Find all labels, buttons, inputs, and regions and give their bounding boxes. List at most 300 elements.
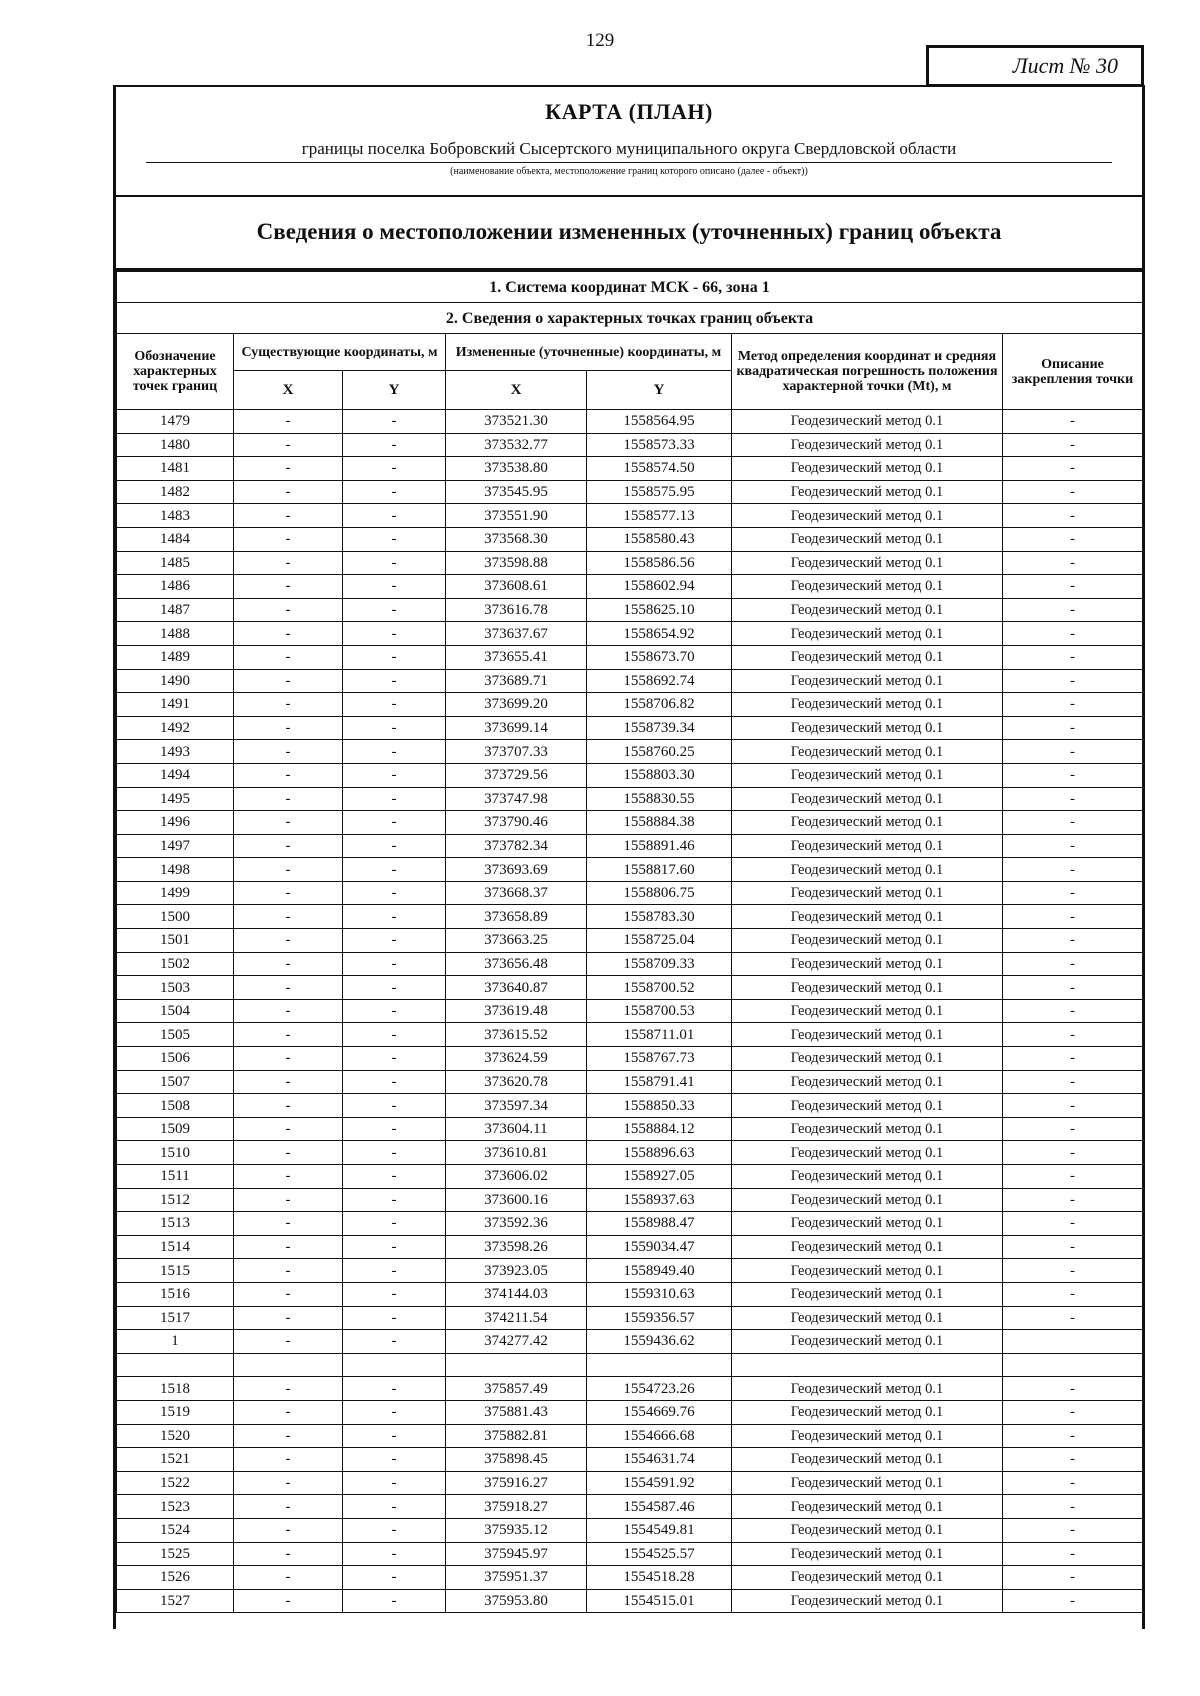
table-row xyxy=(117,881,1143,905)
cell-existing-y: - xyxy=(343,929,446,953)
cell-x: 375881.43 xyxy=(446,1400,587,1424)
cell-point: 1506 xyxy=(117,1047,234,1071)
cell-existing-x xyxy=(234,1353,343,1377)
object-name-note: (наименование объекта, местоположение границ которого описано (далее - объект)) xyxy=(450,166,808,177)
cell-y: 1558850.33 xyxy=(587,1094,732,1118)
cell-method: Геодезический метод 0.1 xyxy=(732,1165,1003,1189)
table-row xyxy=(117,1400,1143,1424)
cell-existing-x: - xyxy=(234,1094,343,1118)
cell-point: 1493 xyxy=(117,740,234,764)
cell-method: Геодезический метод 0.1 xyxy=(732,410,1003,434)
cell-point: 1491 xyxy=(117,693,234,717)
cell-existing-y: - xyxy=(343,1259,446,1283)
cell-x: 374144.03 xyxy=(446,1282,587,1306)
cell-method: Геодезический метод 0.1 xyxy=(732,740,1003,764)
table-row xyxy=(117,1495,1143,1519)
cell-y: 1559356.57 xyxy=(587,1306,732,1330)
cell-y: 1558806.75 xyxy=(587,881,732,905)
cell-point: 1518 xyxy=(117,1377,234,1401)
cell-y: 1558739.34 xyxy=(587,716,732,740)
cell-x: 373598.26 xyxy=(446,1235,587,1259)
cell-existing-x: - xyxy=(234,858,343,882)
cell-existing-x: - xyxy=(234,1047,343,1071)
col-point: Обозначение характерных точек границ xyxy=(117,334,234,410)
cell-point: 1526 xyxy=(117,1566,234,1590)
col-changed: Измененные (уточненные) координаты, м xyxy=(446,334,732,371)
sheet-number-box: Лист № 30 xyxy=(926,45,1144,85)
cell-method: Геодезический метод 0.1 xyxy=(732,1377,1003,1401)
cell-point: 1513 xyxy=(117,1212,234,1236)
cell-method: Геодезический метод 0.1 xyxy=(732,622,1003,646)
cell-description: - xyxy=(1003,1188,1143,1212)
cell-y: 1559310.63 xyxy=(587,1282,732,1306)
page-number: 129 xyxy=(585,30,615,51)
cell-y: 1554669.76 xyxy=(587,1400,732,1424)
cell-method: Геодезический метод 0.1 xyxy=(732,1259,1003,1283)
cell-point: 1517 xyxy=(117,1306,234,1330)
cell-existing-y: - xyxy=(343,598,446,622)
cell-method: Геодезический метод 0.1 xyxy=(732,504,1003,528)
cell-point: 1504 xyxy=(117,999,234,1023)
cell-y: 1558706.82 xyxy=(587,693,732,717)
table-row xyxy=(117,1165,1143,1189)
cell-existing-x: - xyxy=(234,410,343,434)
cell-description: - xyxy=(1003,1070,1143,1094)
cell-existing-y: - xyxy=(343,1589,446,1613)
cell-method: Геодезический метод 0.1 xyxy=(732,551,1003,575)
table-row xyxy=(117,645,1143,669)
table-row xyxy=(117,527,1143,551)
cell-point: 1512 xyxy=(117,1188,234,1212)
cell-method: Геодезический метод 0.1 xyxy=(732,1235,1003,1259)
table-row xyxy=(117,457,1143,481)
cell-description: - xyxy=(1003,504,1143,528)
cell-description xyxy=(1003,1330,1143,1354)
cell-x: 373640.87 xyxy=(446,976,587,1000)
col-method: Метод определения координат и средняя квадратическая погрешность положения характерной точки (Mt), м xyxy=(732,334,1003,410)
cell-method: Геодезический метод 0.1 xyxy=(732,1330,1003,1354)
cell-existing-y: - xyxy=(343,575,446,599)
cell-y: 1558625.10 xyxy=(587,598,732,622)
cell-method: Геодезический метод 0.1 xyxy=(732,575,1003,599)
cell-existing-x: - xyxy=(234,952,343,976)
cell-method: Геодезический метод 0.1 xyxy=(732,952,1003,976)
cell-point: 1511 xyxy=(117,1165,234,1189)
cell-point: 1494 xyxy=(117,763,234,787)
cell-y: 1558803.30 xyxy=(587,763,732,787)
cell-x: 375916.27 xyxy=(446,1471,587,1495)
cell-method: Геодезический метод 0.1 xyxy=(732,693,1003,717)
cell-description: - xyxy=(1003,669,1143,693)
table-row xyxy=(117,693,1143,717)
cell-existing-x: - xyxy=(234,1424,343,1448)
table-row xyxy=(117,1330,1143,1354)
cell-y: 1558884.38 xyxy=(587,811,732,835)
cell-x: 373619.48 xyxy=(446,999,587,1023)
cell-x: 374277.42 xyxy=(446,1330,587,1354)
cell-y: 1554591.92 xyxy=(587,1471,732,1495)
cell-x: 373568.30 xyxy=(446,527,587,551)
cell-method: Геодезический метод 0.1 xyxy=(732,527,1003,551)
cell-existing-x: - xyxy=(234,834,343,858)
object-name: границы поселка Бобровский Сысертского муниципального округа Свердловской области xyxy=(301,139,957,158)
cell-existing-x: - xyxy=(234,645,343,669)
cell-method: Геодезический метод 0.1 xyxy=(732,433,1003,457)
cell-method: Геодезический метод 0.1 xyxy=(732,1188,1003,1212)
cell-existing-y: - xyxy=(343,622,446,646)
cell-existing-y: - xyxy=(343,457,446,481)
cell-method: Геодезический метод 0.1 xyxy=(732,811,1003,835)
cell-existing-y: - xyxy=(343,1188,446,1212)
cell-y: 1558937.63 xyxy=(587,1188,732,1212)
cell-method: Геодезический метод 0.1 xyxy=(732,1448,1003,1472)
cell-existing-y: - xyxy=(343,952,446,976)
cell-point: 1505 xyxy=(117,1023,234,1047)
cell-y: 1554666.68 xyxy=(587,1424,732,1448)
cell-existing-x: - xyxy=(234,1589,343,1613)
cell-method: Геодезический метод 0.1 xyxy=(732,1518,1003,1542)
cell-point: 1490 xyxy=(117,669,234,693)
cell-method: Геодезический метод 0.1 xyxy=(732,1023,1003,1047)
cell-existing-x: - xyxy=(234,929,343,953)
table-row xyxy=(117,834,1143,858)
cell-y: 1558673.70 xyxy=(587,645,732,669)
cell-point: 1486 xyxy=(117,575,234,599)
cell-existing-x: - xyxy=(234,763,343,787)
cell-x xyxy=(446,1353,587,1377)
cell-x: 375918.27 xyxy=(446,1495,587,1519)
cell-method: Геодезический метод 0.1 xyxy=(732,716,1003,740)
cell-existing-x: - xyxy=(234,1330,343,1354)
cell-description: - xyxy=(1003,457,1143,481)
cell-x: 373699.20 xyxy=(446,693,587,717)
table-row xyxy=(117,787,1143,811)
cell-existing-x: - xyxy=(234,976,343,1000)
cell-description: - xyxy=(1003,1117,1143,1141)
cell-method: Геодезический метод 0.1 xyxy=(732,1070,1003,1094)
cell-existing-x: - xyxy=(234,999,343,1023)
cell-existing-x: - xyxy=(234,1165,343,1189)
cell-point: 1492 xyxy=(117,716,234,740)
cell-y: 1558574.50 xyxy=(587,457,732,481)
col-changed-x: X xyxy=(446,371,587,410)
cell-point: 1522 xyxy=(117,1471,234,1495)
table-row xyxy=(117,763,1143,787)
cell-x: 375898.45 xyxy=(446,1448,587,1472)
cell-description: - xyxy=(1003,1400,1143,1424)
cell-y: 1558725.04 xyxy=(587,929,732,953)
section-title: Сведения о местоположении измененных (уточненных) границ объекта xyxy=(256,219,1002,244)
cell-point: 1480 xyxy=(117,433,234,457)
cell-method: Геодезический метод 0.1 xyxy=(732,834,1003,858)
cell-description: - xyxy=(1003,480,1143,504)
cell-x: 373699.14 xyxy=(446,716,587,740)
cell-point: 1501 xyxy=(117,929,234,953)
cell-existing-y: - xyxy=(343,881,446,905)
cell-x: 373668.37 xyxy=(446,881,587,905)
table-row xyxy=(117,929,1143,953)
cell-existing-y: - xyxy=(343,905,446,929)
cell-y: 1558602.94 xyxy=(587,575,732,599)
table-row xyxy=(117,480,1143,504)
cell-existing-y: - xyxy=(343,763,446,787)
cell-existing-x: - xyxy=(234,1023,343,1047)
cell-existing-x: - xyxy=(234,1212,343,1236)
table-row xyxy=(117,1566,1143,1590)
cell-existing-y: - xyxy=(343,504,446,528)
cell-existing-x: - xyxy=(234,598,343,622)
cell-description: - xyxy=(1003,410,1143,434)
cell-x: 373655.41 xyxy=(446,645,587,669)
cell-x: 373923.05 xyxy=(446,1259,587,1283)
cell-x: 373532.77 xyxy=(446,433,587,457)
cell-description: - xyxy=(1003,1306,1143,1330)
cell-y: 1558700.52 xyxy=(587,976,732,1000)
cell-method: Геодезический метод 0.1 xyxy=(732,480,1003,504)
cell-method: Геодезический метод 0.1 xyxy=(732,999,1003,1023)
cell-existing-y: - xyxy=(343,1165,446,1189)
cell-existing-y: - xyxy=(343,669,446,693)
table-row xyxy=(117,1518,1143,1542)
col-description: Описание закрепления точки xyxy=(1003,334,1143,410)
cell-x: 373604.11 xyxy=(446,1117,587,1141)
table-row xyxy=(117,575,1143,599)
cell-description: - xyxy=(1003,787,1143,811)
cell-y: 1558760.25 xyxy=(587,740,732,764)
cell-existing-x: - xyxy=(234,1117,343,1141)
cell-point: 1523 xyxy=(117,1495,234,1519)
cell-description: - xyxy=(1003,999,1143,1023)
cell-method: Геодезический метод 0.1 xyxy=(732,1542,1003,1566)
table-row xyxy=(117,1282,1143,1306)
cell-description: - xyxy=(1003,1023,1143,1047)
cell-method xyxy=(732,1353,1003,1377)
cell-existing-y: - xyxy=(343,811,446,835)
cell-existing-y: - xyxy=(343,527,446,551)
cell-description: - xyxy=(1003,858,1143,882)
cell-method: Геодезический метод 0.1 xyxy=(732,645,1003,669)
cell-x: 373624.59 xyxy=(446,1047,587,1071)
cell-x: 373729.56 xyxy=(446,763,587,787)
cell-x: 375951.37 xyxy=(446,1566,587,1590)
table-row xyxy=(117,1141,1143,1165)
table-body xyxy=(117,410,1143,1613)
cell-existing-y: - xyxy=(343,1023,446,1047)
cell-x: 373600.16 xyxy=(446,1188,587,1212)
cell-description xyxy=(1003,1353,1143,1377)
cell-description: - xyxy=(1003,1542,1143,1566)
cell-description: - xyxy=(1003,645,1143,669)
cell-y: 1558573.33 xyxy=(587,433,732,457)
cell-x: 375953.80 xyxy=(446,1589,587,1613)
col-existing: Существующие координаты, м xyxy=(234,334,446,371)
cell-existing-x: - xyxy=(234,1141,343,1165)
cell-existing-y: - xyxy=(343,787,446,811)
document-title: КАРТА (ПЛАН) xyxy=(545,99,713,124)
cell-y: 1558700.53 xyxy=(587,999,732,1023)
cell-method: Геодезический метод 0.1 xyxy=(732,1282,1003,1306)
table-row xyxy=(117,669,1143,693)
cell-point: 1507 xyxy=(117,1070,234,1094)
cell-existing-y: - xyxy=(343,1448,446,1472)
document-frame xyxy=(113,85,1145,1629)
cell-point: 1502 xyxy=(117,952,234,976)
cell-x: 375945.97 xyxy=(446,1542,587,1566)
cell-existing-x: - xyxy=(234,457,343,481)
cell-existing-x: - xyxy=(234,1306,343,1330)
cell-method: Геодезический метод 0.1 xyxy=(732,1400,1003,1424)
cell-y: 1558711.01 xyxy=(587,1023,732,1047)
table-row xyxy=(117,905,1143,929)
cell-existing-y: - xyxy=(343,1471,446,1495)
cell-description: - xyxy=(1003,693,1143,717)
cell-point: 1497 xyxy=(117,834,234,858)
cell-existing-y: - xyxy=(343,834,446,858)
table-row xyxy=(117,1047,1143,1071)
cell-description: - xyxy=(1003,834,1143,858)
cell-existing-x: - xyxy=(234,1518,343,1542)
cell-x: 373790.46 xyxy=(446,811,587,835)
cell-method: Геодезический метод 0.1 xyxy=(732,1141,1003,1165)
cell-existing-x: - xyxy=(234,1448,343,1472)
cell-point: 1503 xyxy=(117,976,234,1000)
cell-point: 1489 xyxy=(117,645,234,669)
section-heading xyxy=(116,195,1142,271)
cell-y: 1558896.63 xyxy=(587,1141,732,1165)
cell-y: 1558767.73 xyxy=(587,1047,732,1071)
points-heading: 2. Сведения о характерных точках границ объекта xyxy=(117,303,1143,334)
table-row xyxy=(117,1188,1143,1212)
cell-existing-x: - xyxy=(234,1471,343,1495)
cell-y: 1554631.74 xyxy=(587,1448,732,1472)
cell-point: 1482 xyxy=(117,480,234,504)
table-row xyxy=(117,1424,1143,1448)
cell-existing-y: - xyxy=(343,1070,446,1094)
cell-point: 1514 xyxy=(117,1235,234,1259)
cell-point: 1500 xyxy=(117,905,234,929)
cell-y: 1558791.41 xyxy=(587,1070,732,1094)
cell-x: 373597.34 xyxy=(446,1094,587,1118)
cell-point: 1484 xyxy=(117,527,234,551)
coord-system-heading: 1. Система координат МСК - 66, зона 1 xyxy=(117,272,1143,303)
cell-y: 1554587.46 xyxy=(587,1495,732,1519)
cell-point: 1520 xyxy=(117,1424,234,1448)
cell-point: 1524 xyxy=(117,1518,234,1542)
cell-description: - xyxy=(1003,952,1143,976)
table-row xyxy=(117,1306,1143,1330)
cell-point: 1516 xyxy=(117,1282,234,1306)
cell-description: - xyxy=(1003,622,1143,646)
cell-description: - xyxy=(1003,1047,1143,1071)
cell-point: 1479 xyxy=(117,410,234,434)
cell-existing-y: - xyxy=(343,1141,446,1165)
cell-method: Геодезический метод 0.1 xyxy=(732,1212,1003,1236)
cell-y: 1558817.60 xyxy=(587,858,732,882)
cell-description: - xyxy=(1003,598,1143,622)
table-row xyxy=(117,999,1143,1023)
cell-x: 373521.30 xyxy=(446,410,587,434)
cell-method: Геодезический метод 0.1 xyxy=(732,1306,1003,1330)
cell-x: 373658.89 xyxy=(446,905,587,929)
cell-existing-y: - xyxy=(343,1377,446,1401)
cell-description: - xyxy=(1003,1448,1143,1472)
cell-existing-x: - xyxy=(234,504,343,528)
cell-x: 373545.95 xyxy=(446,480,587,504)
cell-existing-y: - xyxy=(343,976,446,1000)
cell-point: 1527 xyxy=(117,1589,234,1613)
cell-existing-x: - xyxy=(234,1235,343,1259)
cell-point: 1521 xyxy=(117,1448,234,1472)
cell-point: 1498 xyxy=(117,858,234,882)
table-row xyxy=(117,1094,1143,1118)
cell-description: - xyxy=(1003,1518,1143,1542)
table-row xyxy=(117,1117,1143,1141)
cell-existing-y: - xyxy=(343,1306,446,1330)
cell-description: - xyxy=(1003,1165,1143,1189)
cell-x: 373598.88 xyxy=(446,551,587,575)
cell-existing-x: - xyxy=(234,551,343,575)
cell-description: - xyxy=(1003,575,1143,599)
cell-existing-y: - xyxy=(343,1282,446,1306)
table-row xyxy=(117,976,1143,1000)
cell-existing-x: - xyxy=(234,669,343,693)
cell-existing-y: - xyxy=(343,858,446,882)
table-row xyxy=(117,1259,1143,1283)
cell-x: 373615.52 xyxy=(446,1023,587,1047)
cell-point: 1510 xyxy=(117,1141,234,1165)
cell-existing-x: - xyxy=(234,480,343,504)
cell-x: 373693.69 xyxy=(446,858,587,882)
cell-existing-y: - xyxy=(343,1566,446,1590)
cell-existing-y: - xyxy=(343,645,446,669)
cell-description: - xyxy=(1003,976,1143,1000)
cell-point: 1525 xyxy=(117,1542,234,1566)
cell-existing-x: - xyxy=(234,905,343,929)
table-row xyxy=(117,1212,1143,1236)
cell-x: 373637.67 xyxy=(446,622,587,646)
cell-existing-y: - xyxy=(343,1094,446,1118)
cell-y: 1558577.13 xyxy=(587,504,732,528)
cell-y: 1554518.28 xyxy=(587,1566,732,1590)
table-row xyxy=(117,1542,1143,1566)
cell-existing-y: - xyxy=(343,433,446,457)
cell-method: Геодезический метод 0.1 xyxy=(732,976,1003,1000)
cell-existing-y: - xyxy=(343,1424,446,1448)
cell-existing-y: - xyxy=(343,1117,446,1141)
cell-description: - xyxy=(1003,929,1143,953)
table-row xyxy=(117,740,1143,764)
cell-description: - xyxy=(1003,1141,1143,1165)
cell-existing-x: - xyxy=(234,433,343,457)
cell-x: 373689.71 xyxy=(446,669,587,693)
cell-description: - xyxy=(1003,1589,1143,1613)
cell-y: 1558891.46 xyxy=(587,834,732,858)
cell-point: 1496 xyxy=(117,811,234,835)
cell-method: Геодезический метод 0.1 xyxy=(732,1424,1003,1448)
cell-y: 1558575.95 xyxy=(587,480,732,504)
cell-description: - xyxy=(1003,1212,1143,1236)
cell-x: 373707.33 xyxy=(446,740,587,764)
cell-existing-x: - xyxy=(234,740,343,764)
cell-description: - xyxy=(1003,1566,1143,1590)
cell-existing-x: - xyxy=(234,1542,343,1566)
table-row xyxy=(117,1023,1143,1047)
cell-existing-y: - xyxy=(343,1400,446,1424)
cell-existing-x: - xyxy=(234,811,343,835)
cell-description: - xyxy=(1003,905,1143,929)
cell-x: 373656.48 xyxy=(446,952,587,976)
col-existing-x: X xyxy=(234,371,343,410)
